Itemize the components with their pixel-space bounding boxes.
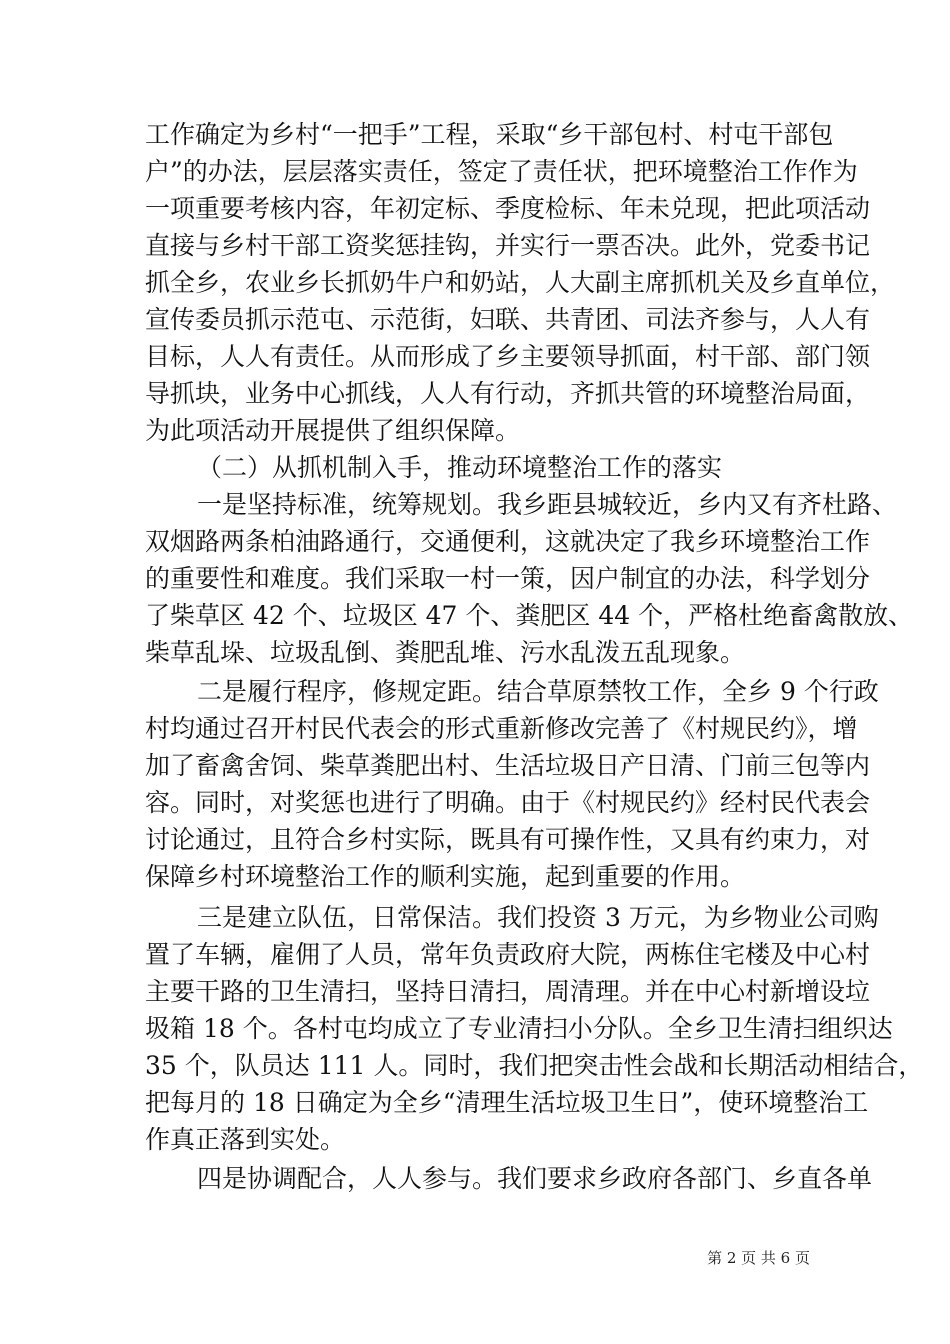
body-text-line: 户”的办法，层层落实责任，签定了责任状，把环境整治工作作为 <box>145 157 858 186</box>
body-text-line: 导抓块，业务中心抓线，人人有行动，齐抓共管的环境整治局面， <box>145 379 871 408</box>
body-text-line: 双烟路两条柏油路通行，交通便利，这就决定了我乡环境整治工作 <box>145 527 871 556</box>
body-text-line: 的重要性和难度。我们采取一村一策，因户制宜的办法，科学划分 <box>145 564 871 593</box>
body-text-line: 宣传委员抓示范屯、示范街，妇联、共青团、司法齐参与，人人有 <box>145 305 871 334</box>
body-text-line: 把每月的 18 日确定为全乡“清理生活垃圾卫生日”，使环境整治工 <box>145 1088 869 1117</box>
body-text-line: 了柴草区 42 个、垃圾区 47 个、粪肥区 44 个，严格杜绝畜禽散放、 <box>145 601 914 630</box>
body-text-line: 保障乡村环境整治工作的顺利实施，起到重要的作用。 <box>145 862 746 891</box>
body-text-line: 抓全乡，农业乡长抓奶牛户和奶站，人大副主席抓机关及乡直单位， <box>145 268 896 297</box>
body-text-line: 目标，人人有责任。从而形成了乡主要领导抓面，村干部、部门领 <box>145 342 871 371</box>
section-heading: （二）从抓机制入手，推动环境整治工作的落实 <box>197 453 723 482</box>
body-text-line: 加了畜禽舍饲、柴草粪肥出村、生活垃圾日产日清、门前三包等内 <box>145 751 871 780</box>
paragraph-first-line: 三是建立队伍，日常保洁。我们投资 3 万元，为乡物业公司购 <box>197 903 879 932</box>
paragraph-first-line: 二是履行程序，修规定距。结合草原禁牧工作，全乡 9 个行政 <box>197 677 879 706</box>
body-text-line: 村均通过召开村民代表会的形式重新修改完善了《村规民约》，增 <box>145 714 858 743</box>
body-text-line: 作真正落到实处。 <box>145 1125 346 1154</box>
body-text-line: 35 个，队员达 111 人。同时，我们把突击性会战和长期活动相结合， <box>145 1051 924 1080</box>
paragraph-first-line: 四是协调配合，人人参与。我们要求乡政府各部门、乡直各单 <box>197 1164 873 1193</box>
body-text-line: 容。同时，对奖惩也进行了明确。由于《村规民约》经村民代表会 <box>145 788 871 817</box>
body-text-line: 工作确定为乡村“一把手”工程，采取“乡干部包村、村屯干部包 <box>145 120 834 149</box>
page-number-footer: 第 2 页 共 6 页 <box>707 1249 810 1267</box>
body-text-line: 为此项活动开展提供了组织保障。 <box>145 416 521 445</box>
body-text-line: 柴草乱垛、垃圾乱倒、粪肥乱堆、污水乱泼五乱现象。 <box>145 638 746 667</box>
body-text-line: 一项重要考核内容，年初定标、季度检标、年未兑现，把此项活动 <box>145 194 871 223</box>
paragraph-first-line: 一是坚持标准，统筹规划。我乡距县城较近，乡内又有齐杜路、 <box>197 490 898 519</box>
body-text-line: 主要干路的卫生清扫，坚持日清扫，周清理。并在中心村新增设垃 <box>145 977 871 1006</box>
body-text-line: 置了车辆，雇佣了人员，常年负责政府大院，两栋住宅楼及中心村 <box>145 940 871 969</box>
body-text-line: 圾箱 18 个。各村屯均成立了专业清扫小分队。全乡卫生清扫组织达 <box>145 1014 893 1043</box>
body-text-line: 讨论通过，且符合乡村实际，既具有可操作性，又具有约束力，对 <box>145 825 871 854</box>
body-text-line: 直接与乡村干部工资奖惩挂钩，并实行一票否决。此外，党委书记 <box>145 231 871 260</box>
